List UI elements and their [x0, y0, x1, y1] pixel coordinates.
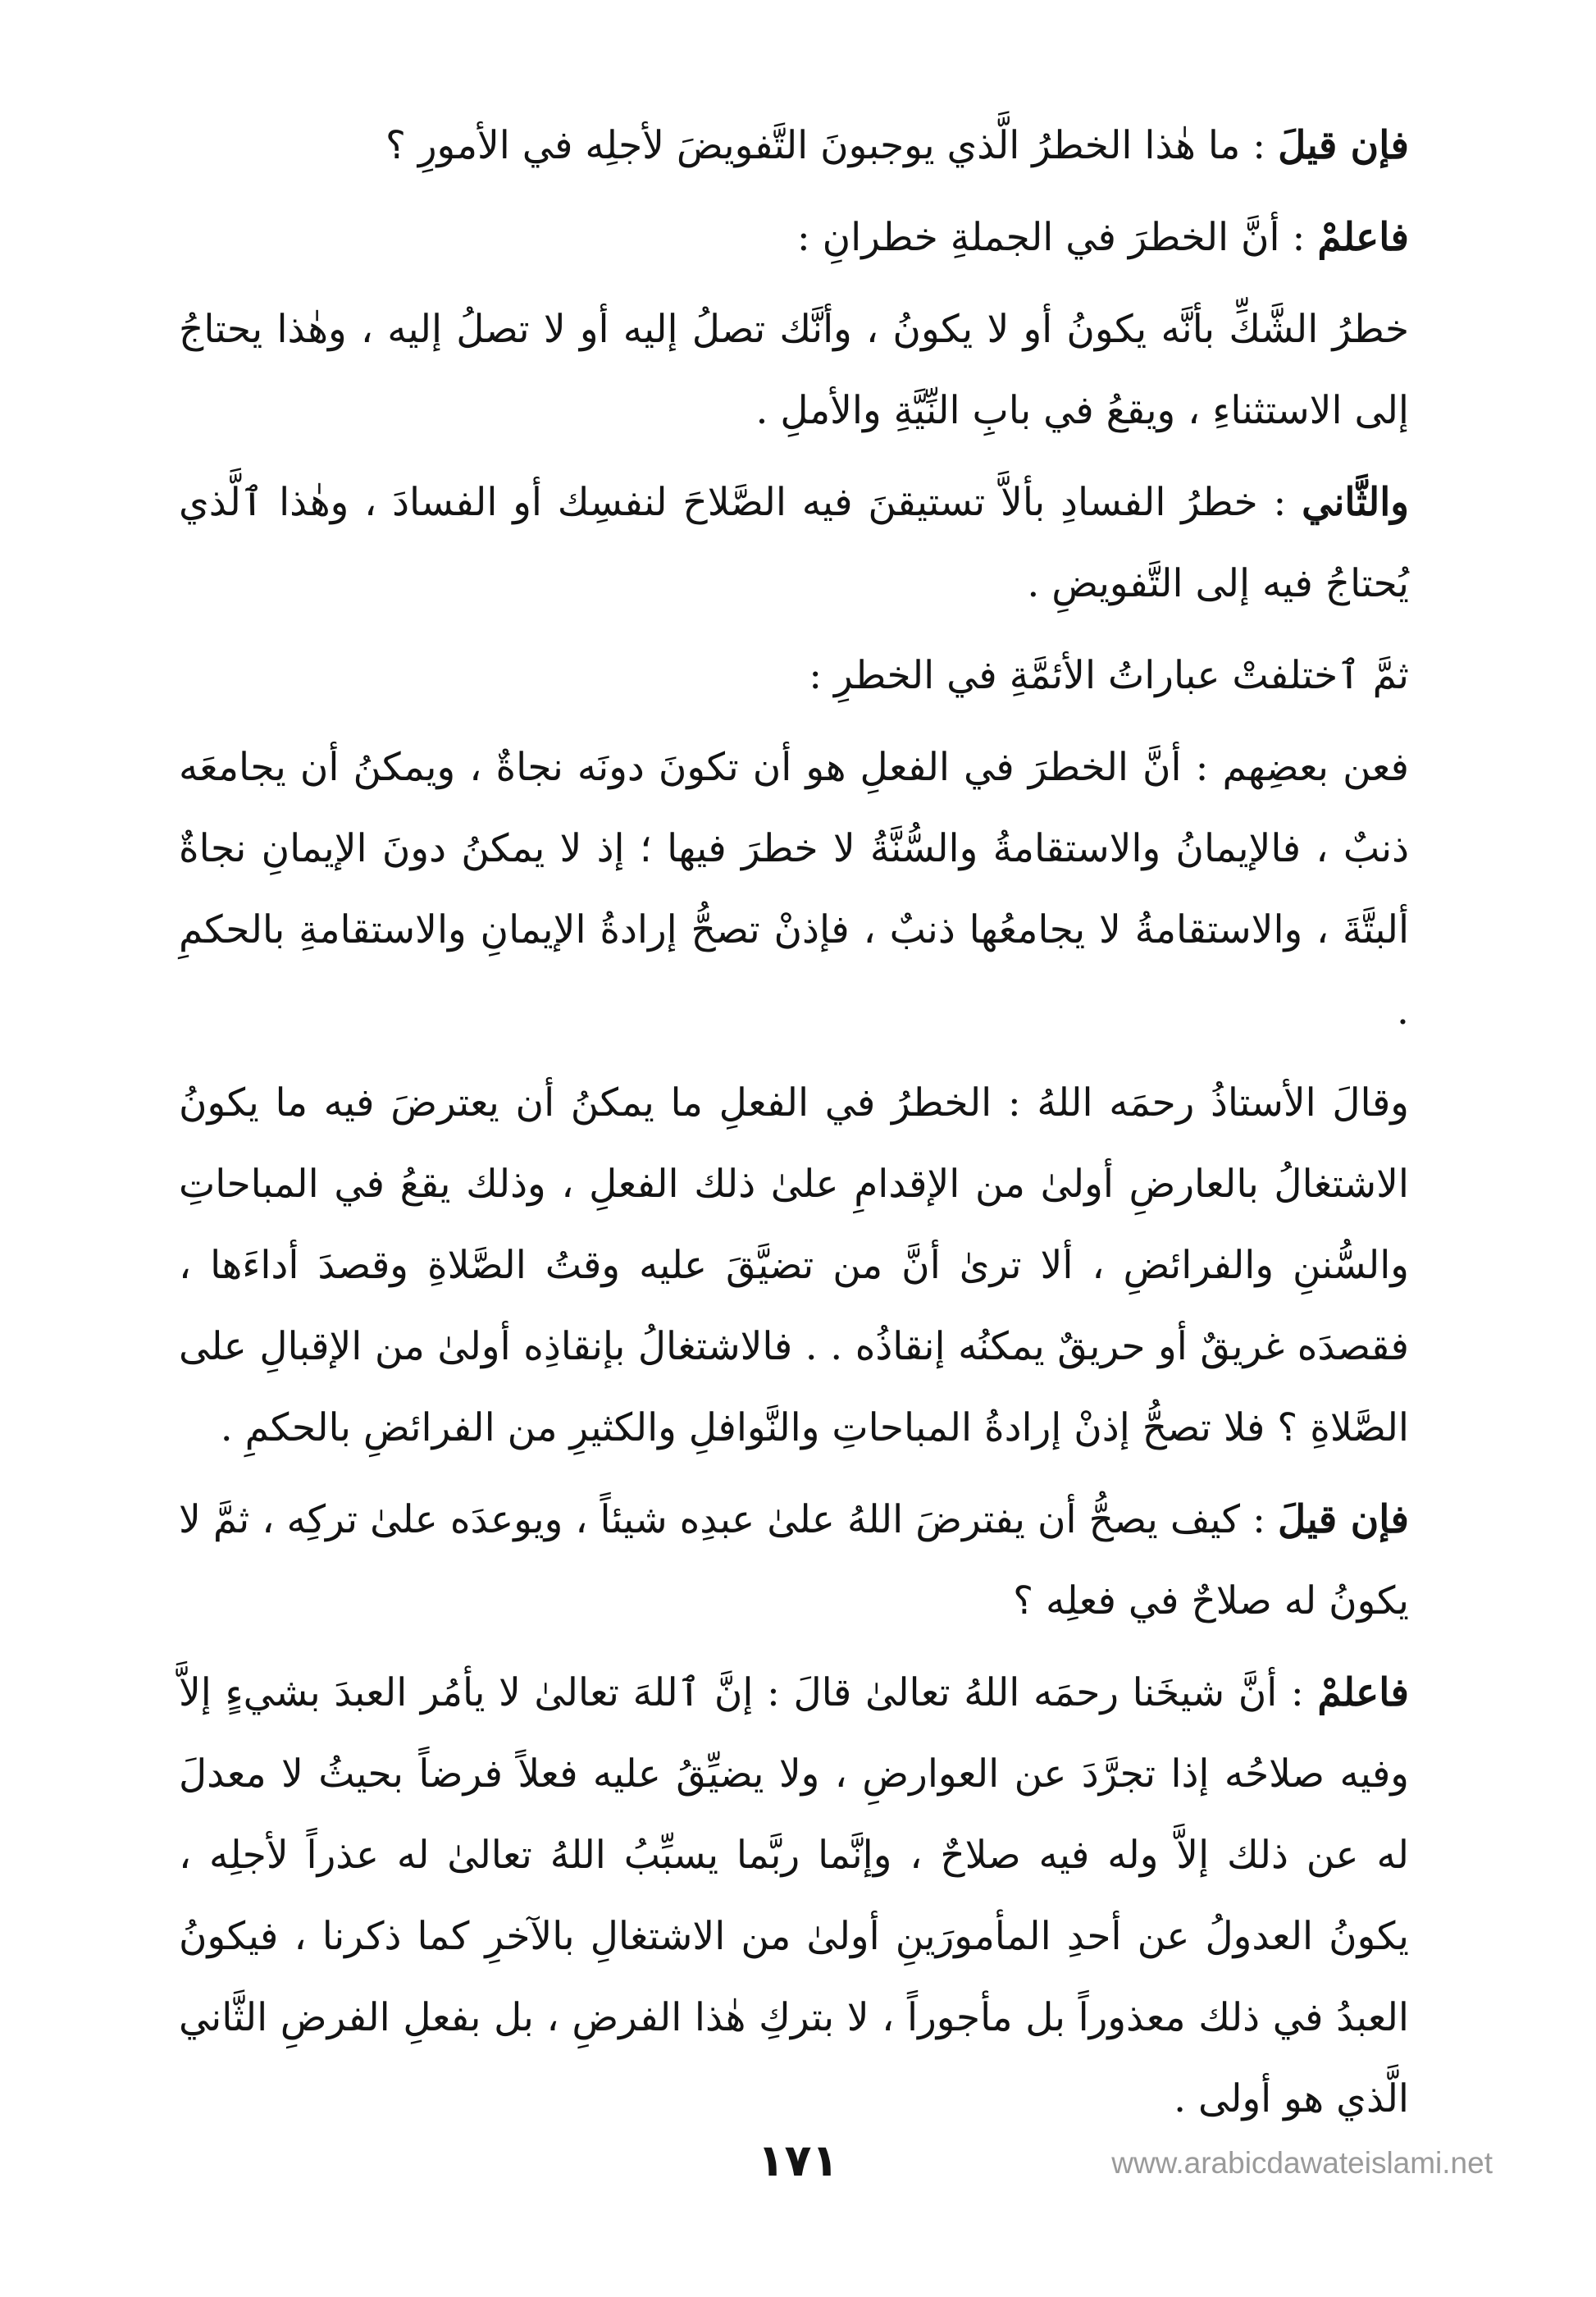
- paragraph-text: : ما هٰذا الخطرُ الَّذي يوجبونَ التَّفويضَ لأجلِه في الأمورِ ؟: [385, 123, 1279, 168]
- body-text: [179, 105, 1409, 2150]
- paragraph-text: فعن بعضِهم : أنَّ الخطرَ في الفعلِ هو أن تكونَ دونَه نجاةٌ ، ويمكنُ أن يجامعَه ذنبٌ ، فالإيمانُ والاستقامةُ والسُّنَّةُ لا خطرَ فيها ؛ إذ لا يمكنُ دونَ الإيمانِ نجاةٌ ألبتَّةَ ، والاستقامةُ لا يجامعُها ذنبٌ ، فإذنْ تصحُّ إرادةُ الإيمانِ والاستقامةِ بالحكمِ .: [179, 745, 1409, 1034]
- paragraph-text: خطرُ الشَّكِّ بأنَّه يكونُ أو لا يكونُ ، وأنَّك تصلُ إليه أو لا تصلُ إليه ، وهٰذا يحتاجُ إلى الاستثناءِ ، ويقعُ في بابِ النِّيَّةِ والأملِ .: [179, 307, 1409, 433]
- paragraph-text: : خطرُ الفسادِ بألاَّ تستيقنَ فيه الصَّلاحَ لنفسِك أو الفسادَ ، وهٰذا ٱلَّذي يُحتاجُ فيه إلى التَّفويضِ .: [179, 480, 1409, 606]
- paragraph-text: وقالَ الأستاذُ رحمَه اللهُ : الخطرُ في الفعلِ ما يمكنُ أن يعترضَ فيه ما يكونُ الاشتغالُ بالعارضِ أولىٰ من الإقدامِ علىٰ ذلك الفعلِ ، وذلك يقعُ في المباحاتِ والسُّننِ والفرائضِ ، ألا ترىٰ أنَّ من تضيَّقَ عليه وقتُ الصَّلاةِ وقصدَ أداءَها ، فقصدَه غريقٌ أو حريقٌ يمكنُه إنقاذُه . . فالاشتغالُ بإنقاذِه أولىٰ من الإقبالِ على الصَّلاةِ ؟ فلا تصحُّ إذنْ إرادةُ المباحاتِ والنَّوافلِ والكثيرِ من الفرائضِ بالحكمِ .: [179, 1080, 1409, 1450]
- paragraph-6: [179, 727, 1409, 1052]
- paragraph-7: [179, 1062, 1409, 1468]
- paragraph-4: [179, 462, 1409, 624]
- watermark-url: www.arabicdawateislami.net: [1111, 2146, 1493, 2180]
- paragraph-8: [179, 1479, 1409, 1642]
- paragraph-text: ثمَّ ٱختلفتْ عباراتُ الأئمَّةِ في الخطرِ :: [809, 653, 1409, 698]
- paragraph-9: [179, 1652, 1409, 2139]
- paragraph-3: [179, 289, 1409, 451]
- paragraph-5: [179, 635, 1409, 716]
- paragraph-2: [179, 197, 1409, 278]
- page-number: ١٧١: [757, 2135, 839, 2186]
- paragraph-text: : أنَّ الخطرَ في الجملةِ خطرانِ :: [796, 215, 1318, 260]
- paragraph-lead: فاعلمْ: [1317, 1670, 1409, 1715]
- paragraph-text: : أنَّ شيخَنا رحمَه اللهُ تعالىٰ قالَ : إنَّ ٱللهَ تعالىٰ لا يأمُر العبدَ بشيءٍ إلاَّ وفيه صلاحُه إذا تجرَّدَ عن العوارضِ ، ولا يضيِّقُ عليه فعلاً فرضاً بحيثُ لا معدلَ له عن ذلك إلاَّ وله فيه صلاحٌ ، وإنَّما ربَّما يسبِّبُ اللهُ تعالىٰ له عذراً لأجلِه ، يكونُ العدولُ عن أحدِ المأمورَينِ أولىٰ من الاشتغالِ بالآخرِ كما ذكرنا ، فيكونُ العبدُ في ذلك معذوراً بل مأجوراً ، لا بتركِ هٰذا الفرضِ ، بل بفعلِ الفرضِ الثَّاني الَّذي هو أولى .: [179, 1670, 1409, 2121]
- paragraph-lead: فإن قيلَ: [1277, 1497, 1409, 1542]
- paragraph-lead: فإن قيلَ: [1278, 123, 1409, 168]
- paragraph-1: [179, 105, 1409, 186]
- paragraph-lead: فاعلمْ: [1317, 215, 1409, 260]
- paragraph-lead: والثَّاني: [1302, 480, 1409, 525]
- paragraph-text: : كيف يصحُّ أن يفترضَ اللهُ علىٰ عبدِه شيئاً ، ويوعدَه علىٰ تركِه ، ثمَّ لا يكونُ له صلاحٌ في فعلِه ؟: [179, 1497, 1409, 1623]
